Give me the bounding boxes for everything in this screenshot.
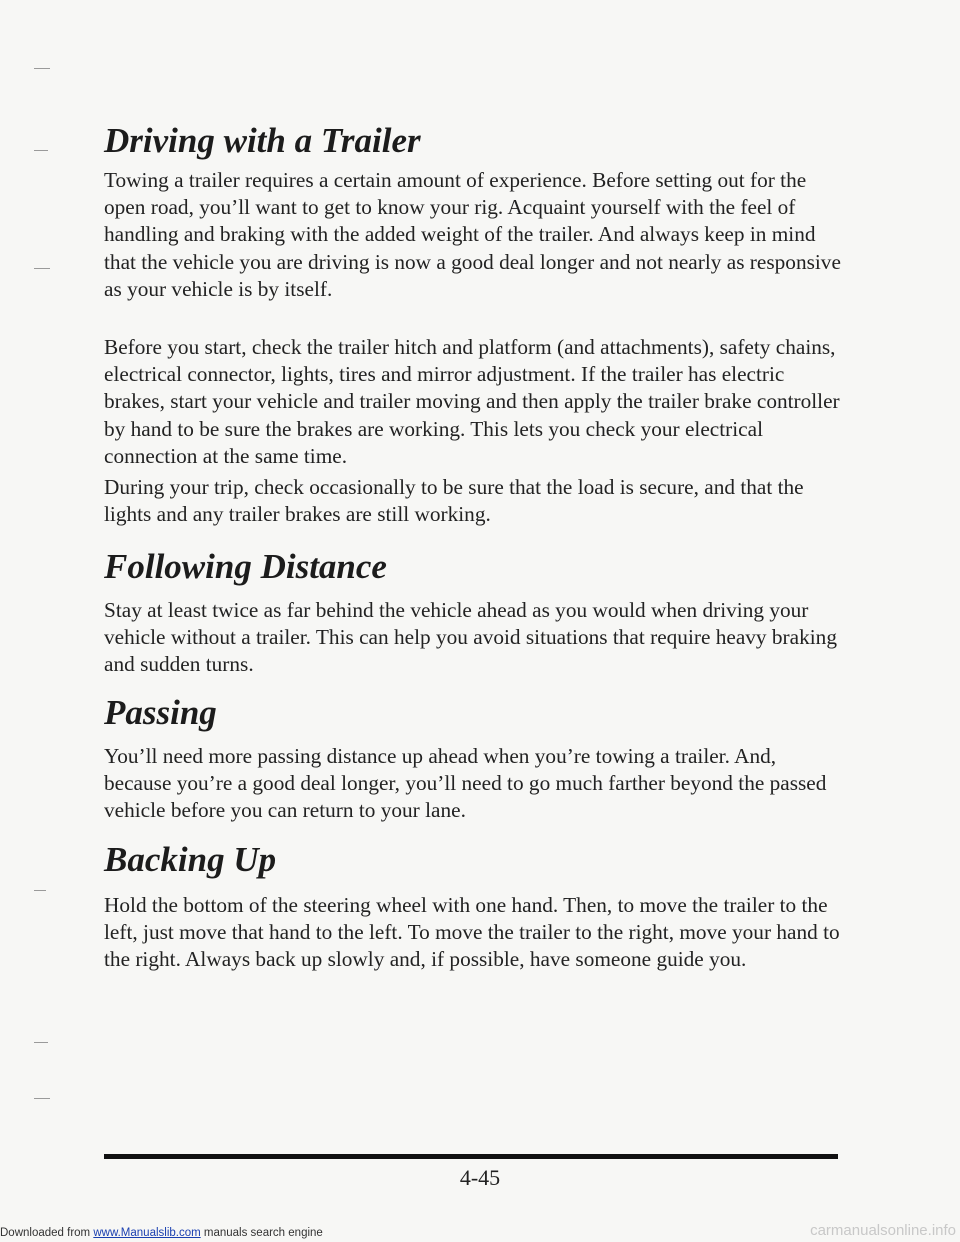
footer-rule [104, 1154, 838, 1159]
paragraph-passing: You’ll need more passing distance up ahead when you’re towing a trailer. And, because you’re a good deal longer, you’ll need to go much farther beyond the passed vehicle before you can return to your lane. [104, 744, 827, 823]
manualslib-link[interactable]: www.Manualslib.com [93, 1227, 201, 1239]
download-footer [0, 1227, 323, 1239]
paragraph-before-you-start: Before you start, check the trailer hitch and platform (and attachments), safety chains, electrical connector, lights, tires and mirror adjustment. If the trailer has electric brakes, start your vehicle and trailer moving and then apply the trailer brake controller by hand to be sure the brakes are working. This lets you check your electrical connection at the same time. [104, 335, 840, 468]
scan-edge-mark [34, 268, 50, 269]
footer-suffix: manuals search engine [200, 1227, 323, 1239]
page-number: 4-45 [459, 1165, 501, 1190]
paragraph-towing-experience: Towing a trailer requires a certain amount of experience. Before setting out for the open road, you’ll want to get to know your rig. Acquaint yourself with the feel of handling and braking with the added weight of the trailer. And always keep in mind that the vehicle you are driving is now a good deal longer and not nearly as responsive as your vehicle is by itself. [104, 168, 841, 301]
scan-edge-mark [34, 890, 46, 891]
footer-prefix: Downloaded from [0, 1227, 94, 1239]
section-heading-backing-up: Backing Up [104, 840, 277, 879]
paragraph-backing-up: Hold the bottom of the steering wheel with one hand. Then, to move the trailer to the left, just move that hand to the left. To move the trailer to the right, move your hand to the right. Always back up slowly and, if possible, have someone guide you. [104, 893, 840, 972]
scan-edge-mark [34, 1042, 48, 1043]
scan-edge-mark [34, 150, 48, 151]
paragraph-following-distance: Stay at least twice as far behind the vehicle ahead as you would when driving your vehicle without a trailer. This can help you avoid situations that require heavy braking and sudden turns. [104, 598, 837, 677]
scan-edge-mark [34, 68, 50, 69]
paragraph-during-your-trip: During your trip, check occasionally to be sure that the load is secure, and that the lights and any trailer brakes are still working. [104, 475, 804, 527]
section-heading-passing: Passing [104, 693, 217, 732]
section-heading-following-distance: Following Distance [104, 547, 387, 586]
section-heading-driving-with-trailer: Driving with a Trailer [104, 121, 421, 160]
watermark: carmanualsonline.info [810, 1222, 956, 1239]
scan-edge-mark [34, 1098, 50, 1099]
